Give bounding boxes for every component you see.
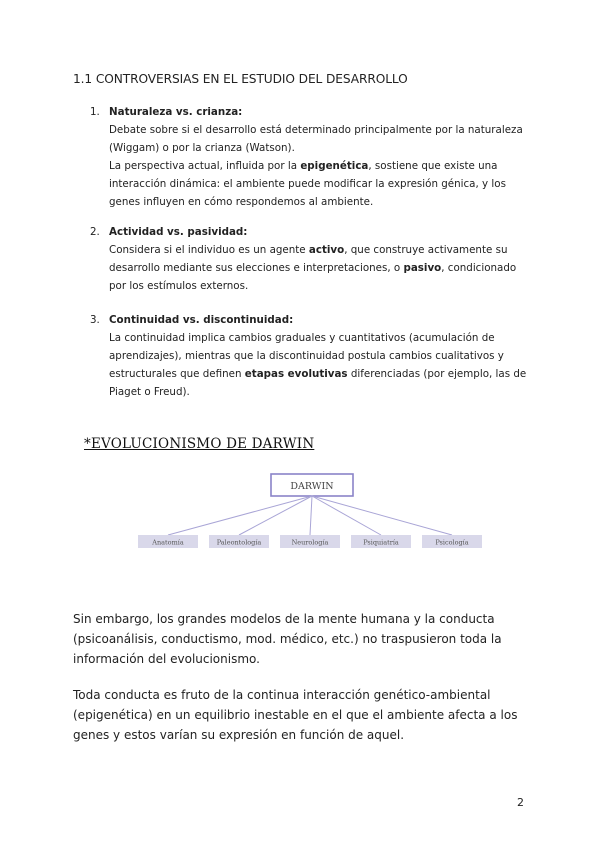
diagram-node-label: Paleontología <box>216 538 262 547</box>
darwin-diagram <box>0 460 600 560</box>
list-item-activity-passivity <box>90 223 530 295</box>
diagram-node-label: Psicología <box>435 538 469 547</box>
diagram-connector <box>168 496 312 535</box>
diagram-connector <box>310 496 312 535</box>
diagram-node-label: Neurología <box>291 538 329 547</box>
list-item-nature-nurture <box>90 103 530 211</box>
list-number: 3. <box>90 314 100 326</box>
item-text: Considera si el individuo es un agente activo, que construye activamente su desarrollo mediante sus elecciones e interpretaciones, o pasivo, condicionado por los estímulos externos. <box>109 244 517 292</box>
list-number: 2. <box>90 226 100 238</box>
paragraph: Sin embargo, los grandes modelos de la mente humana y la conducta (psicoanálisis, conductismo, mod. médico, etc.) no traspusieron toda la información del evolucionismo. <box>73 612 502 666</box>
page-number: 2 <box>517 796 524 809</box>
diagram-connector <box>239 496 312 535</box>
item-text: La continuidad implica cambios graduales y cuantitativos (acumulación de aprendizajes), mientras que la discontinuidad postula cambios cualitativos y estructurales que definen etapas evolutivas diferenciadas (por ejemplo, las de Piaget o Freud). <box>109 332 527 398</box>
item-title: Actividad vs. pasividad: <box>109 226 248 238</box>
diagram-root-label: DARWIN <box>290 481 334 492</box>
section-heading: 1.1 CONTROVERSIAS EN EL ESTUDIO DEL DESARROLLO <box>73 72 408 86</box>
bold-term: epigenética <box>300 160 369 172</box>
diagram-connector <box>312 496 381 535</box>
diagram-connector <box>312 496 452 535</box>
item-title: Continuidad vs. discontinuidad: <box>109 314 294 326</box>
list-number: 1. <box>90 106 100 118</box>
diagram-title: *EVOLUCIONISMO DE DARWIN <box>84 436 315 452</box>
diagram-node-label: Anatomía <box>152 538 184 547</box>
item-title: Naturaleza vs. crianza: <box>109 106 243 118</box>
item-text: La perspectiva actual, influida por la epigenética, sostiene que existe una interacción dinámica: el ambiente puede modificar la expresión génica, y los genes influyen en cómo respondemos al ambiente. <box>109 160 506 208</box>
paragraph: Toda conducta es fruto de la continua interacción genético-ambiental (epigenética) en un equilibrio inestable en el que el ambiente afecta a los genes y estos varían su expresión en función de aquel. <box>73 688 518 742</box>
item-text: Debate sobre si el desarrollo está determinado principalmente por la naturaleza (Wiggam) o por la crianza (Watson). <box>109 124 523 154</box>
bold-term: etapas evolutivas <box>244 368 348 380</box>
bold-term: pasivo <box>403 262 442 274</box>
bold-term: activo <box>308 244 345 256</box>
diagram-node-label: Psiquiatría <box>363 538 399 547</box>
list-item-continuity <box>90 311 530 401</box>
